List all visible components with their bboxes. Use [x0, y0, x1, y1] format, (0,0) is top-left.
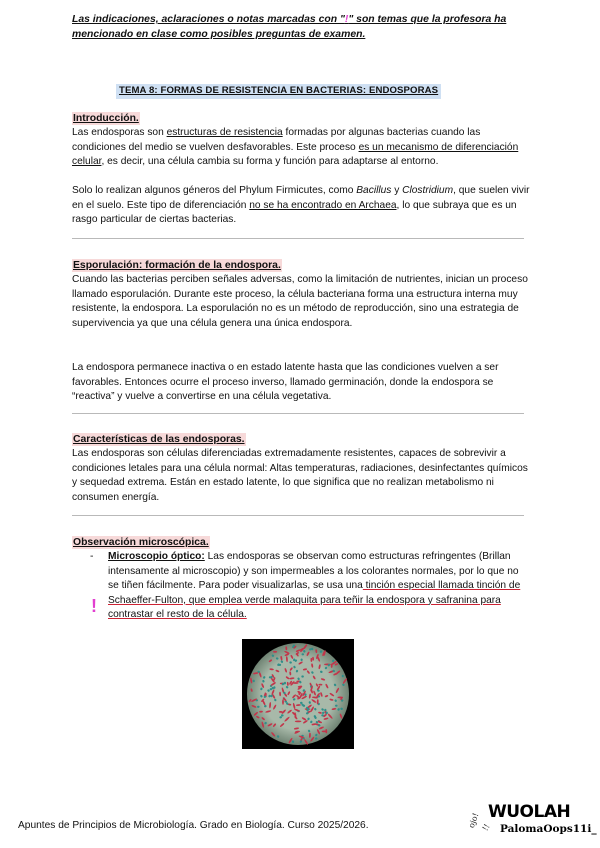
section-divider — [72, 413, 524, 414]
microscopy-heading: Observación microscópica. — [73, 537, 209, 548]
footer-text: Apuntes de Principios de Microbiología. Grado en Biología. Curso 2025/2026. — [18, 820, 369, 831]
microscope-field — [247, 643, 349, 745]
section-divider — [72, 238, 524, 239]
wuolah-logo: WUOLAH — [488, 802, 571, 822]
characteristics-heading: Características de las endosporas. — [73, 434, 245, 445]
characteristics-paragraph: Las endosporas son células diferenciadas extremadamente resistentes, capaces de sobrevivir a condiciones letales para una célula normal: Altas temperaturas, radiaciones, desinfectantes químicos y sequedad extrema. Están en estado latente, lo que significa que no realizan metabolismo ni consumen energía. — [72, 448, 528, 503]
vegetative-cell — [282, 699, 284, 705]
notice-text-start: Las indicaciones, aclaraciones o notas marcadas con " — [72, 14, 345, 25]
exam-notice — [72, 12, 552, 42]
intro-heading: Introducción. — [73, 113, 139, 124]
notice-mark: ! — [344, 14, 349, 25]
sporulation-heading: Esporulación: formación de la endospora. — [73, 260, 281, 271]
endospore — [301, 675, 304, 677]
handwritten-note: ojo! — [466, 811, 481, 830]
notice-text-end: " son temas que la profesora ha mencionado en clase como posibles preguntas de examen. — [72, 14, 507, 40]
stained-slide-micrograph — [242, 639, 354, 749]
vegetative-cell — [295, 721, 302, 723]
wuolah-username: PalomaOops11i_ — [500, 823, 597, 835]
sporulation-paragraph-1: Cuando las bacterias perciben señales adversas, como la limitación de nutrientes, inician un proceso llamado esporulación. Durante este proceso, la célula bacteriana forma una estructura interna muy resistente, la endospora. La esporulación no es un método de reproducción, sino una estrategia de supervivencia ya que una célula genera una única endospora. — [72, 274, 528, 329]
section-divider — [72, 515, 524, 516]
page-title: TEMA 8: FORMAS DE RESISTENCIA EN BACTERIAS: ENDOSPORAS — [116, 84, 441, 99]
intro-paragraph-2: Solo lo realizan algunos géneros del Phylum Firmicutes, como Bacillus y Clostridium, que suelen vivir en el suelo. Este tipo de diferenciación no se ha encontrado en Archaea, lo que subraya que es un rasgo particular de ciertas bacterias. — [72, 185, 530, 226]
handwritten-note: !! — [480, 822, 492, 833]
sporulation-paragraph-2: La endospora permanece inactiva o en estado latente hasta que las condiciones vuelven a ser favorables. Entonces ocurre el proceso inverso, llamado germinación, donde la endospora se “reactiva” y vuelve a convertirse en una célula vegetativa. — [72, 362, 499, 403]
micrograph-image — [242, 639, 354, 749]
microscopy-bullet: Microscopio óptico: Las endosporas se observan como estructuras refringentes (Brillan intensamente al microscopio) y son impermeables a los colorantes normales, por lo que no se tiñen fácilmente. Para poder visualizarlas, se usa una tinción especial llamada tinción de Schaeffer-Fulton, que emplea verde malaquita para teñir la endospora y safranina para contrastar el resto de la célula. — [108, 551, 521, 621]
exam-mark-icon: ! — [91, 596, 97, 616]
intro-paragraph-1: Las endosporas son estructuras de resistencia formadas por algunas bacterias cuando las condiciones del medio se vuelven desfavorables. Este proceso es un mecanismo de diferenciación celular, es decir, una célula cambia su forma y función para adaptarse al entorno. — [72, 127, 519, 168]
list-dash: - — [90, 551, 94, 562]
